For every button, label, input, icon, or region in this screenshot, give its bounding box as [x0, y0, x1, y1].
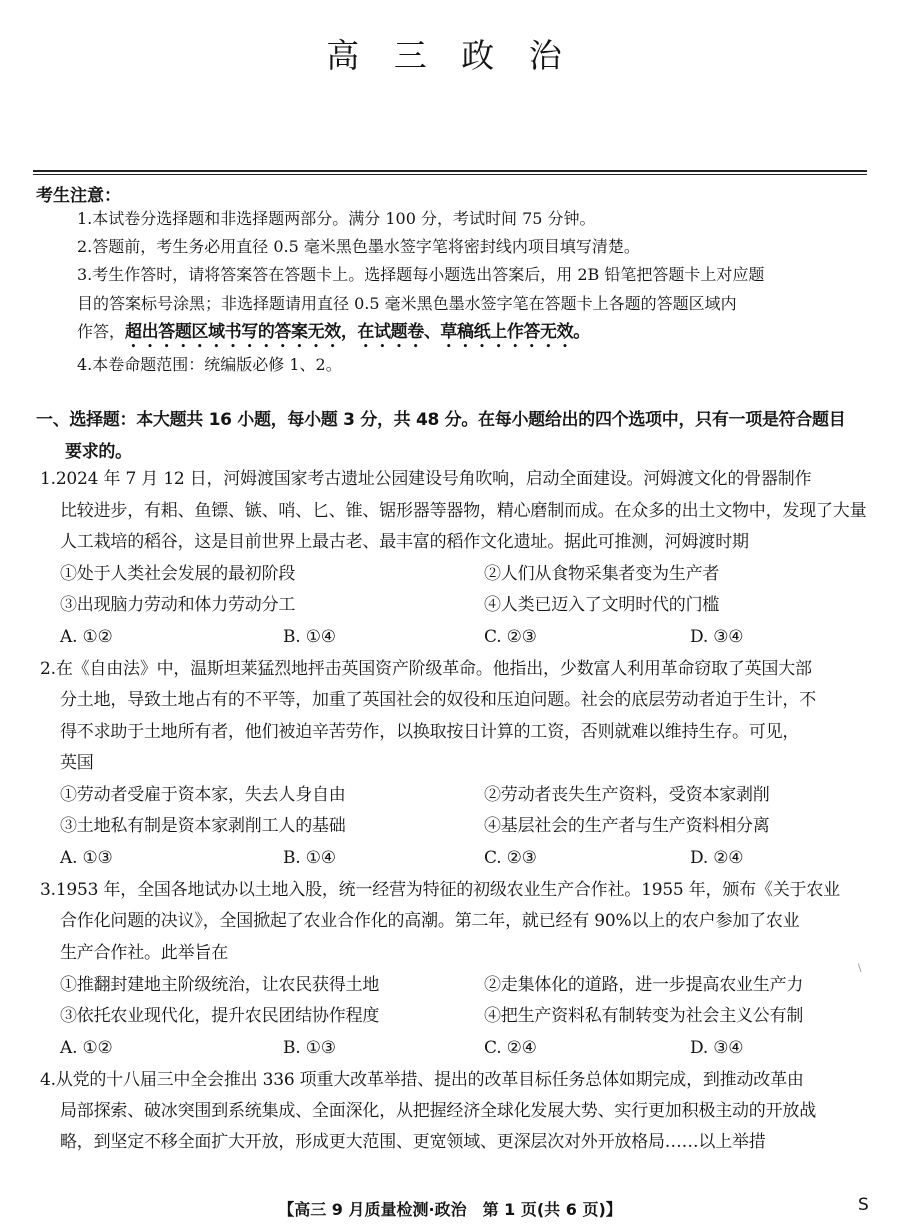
q2-choice-2: ②劳动者丧失生产资料，受资本家剥削: [484, 785, 770, 805]
notice-item-3-line-3: [77, 320, 877, 352]
q3-answer-a: A. ①②: [60, 1038, 113, 1058]
page-title: 高 三 政 治: [326, 36, 574, 75]
q1-stem-line-1: 1.2024 年 7 月 12 日，河姆渡国家考古遗址公园建设号角吹响，启动全面建设。河姆渡文化的骨器制作: [40, 469, 812, 489]
notice-item-4: 4.本卷命题范围：统编版必修 1、2。: [77, 355, 342, 374]
q1-answer-d: D. ③④: [690, 627, 744, 647]
q1-answer-b: B. ①④: [283, 627, 336, 647]
q1-answer-c: C. ②③: [484, 627, 537, 647]
notice-item-3-line-1: 3.考生作答时，请将答案答在答题卡上。选择题每小题选出答案后，用 2B 铅笔把答题卡上对应题: [77, 265, 765, 284]
q2-choice-1: ①劳动者受雇于资本家，失去人身自由: [60, 785, 346, 805]
q4-stem-line-2: 局部探索、破冰突围到系统集成、全面深化，从把握经济全球化发展大势、实行更加积极主动的开放战: [60, 1101, 816, 1121]
section-heading: [36, 404, 878, 468]
q3-stem-line-3: 生产合作社。此举旨在: [60, 943, 228, 963]
q2-stem-line-3: 得不求助于土地所有者，他们被迫辛苦劳作，以换取按日计算的工资，否则就难以维持生存。可见，: [60, 722, 800, 742]
q4-stem-line-3: 略，到坚定不移全面扩大开放，形成更大范围、更宽领域、更深层次对外开放格局……以上举措: [60, 1132, 766, 1152]
q3-answer-c: C. ②④: [484, 1038, 537, 1058]
q2-answer-c: C. ②③: [484, 848, 537, 868]
q3-answer-b: B. ①③: [283, 1038, 336, 1058]
scan-speck: \: [858, 963, 862, 974]
q3-choice-2: ②走集体化的道路，进一步提高农业生产力: [484, 975, 804, 995]
q2-stem-line-2: 分土地，导致土地占有的不平等，加重了英国社会的奴役和压迫问题。社会的底层劳动者迫于生计，不: [60, 690, 816, 710]
q2-choice-3: ③土地私有制是资本家剥削工人的基础: [60, 816, 346, 836]
q3-choice-1: ①推翻封建地主阶级统治，让农民获得土地: [60, 975, 380, 995]
q1-choice-3: ③出现脑力劳动和体力劳动分工: [60, 595, 296, 615]
q3-choice-4: ④把生产资料私有制转变为社会主义公有制: [484, 1006, 804, 1026]
notice-item-3-prefix: 作答，: [77, 322, 126, 341]
header-rule-thick: [33, 170, 867, 172]
q3-stem-line-1: 3.1953 年，全国各地试办以土地入股，统一经营为特征的初级农业生产合作社。1955 年，颁布《关于农业: [40, 880, 840, 900]
q2-stem-line-4: 英国: [60, 753, 94, 773]
section-heading-line-2: 要求的。: [65, 442, 132, 462]
notice-item-1: 1.本试卷分选择题和非选择题两部分。满分 100 分，考试时间 75 分钟。: [77, 209, 596, 228]
q2-choice-4: ④基层社会的生产者与生产资料相分离: [484, 816, 770, 836]
header-rule-thin: [33, 174, 867, 175]
q1-stem-line-2: 比较进步，有耜、鱼镖、镞、哨、匕、锥、锯形器等器物，精心磨制而成。在众多的出土文物中，发现了大量: [60, 501, 867, 521]
q3-choice-3: ③依托农业现代化，提升农民团结协作程度: [60, 1006, 380, 1026]
notice-heading: 考生注意：: [36, 186, 121, 206]
q2-answer-d: D. ②④: [690, 848, 744, 868]
section-heading-line-1: 一、选择题：本大题共 16 小题，每小题 3 分，共 48 分。在每小题给出的四个选项中，只有一项是符合题目: [36, 410, 846, 430]
notice-item-2: 2.答题前，考生务必用直径 0.5 毫米黑色墨水签字笔将密封线内项目填写清楚。: [77, 237, 640, 256]
q1-stem-line-3: 人工栽培的稻谷，这是目前世界上最古老、最丰富的稻作文化遗址。据此可推测，河姆渡时期: [60, 532, 749, 552]
q3-stem-line-2: 合作化问题的决议》，全国掀起了农业合作化的高潮。第二年，就已经有 90%以上的农户参加了农业: [60, 911, 800, 931]
paper-code: S: [858, 1195, 869, 1215]
q2-stem-line-1: 2.在《自由法》中，温斯坦莱猛烈地抨击英国资产阶级革命。他指出，少数富人利用革命窃取了英国大部: [40, 659, 812, 679]
page-footer: 【高三 9 月质量检测·政治 第 1 页(共 6 页)】: [278, 1200, 622, 1219]
q1-answer-a: A. ①②: [60, 627, 113, 647]
q1-choice-4: ④人类已迈入了文明时代的门槛: [484, 595, 720, 615]
q4-stem-line-1: 4.从党的十八届三中全会推出 336 项重大改革举措、提出的改革目标任务总体如期完成，到推动改革由: [40, 1070, 804, 1090]
q1-choice-2: ②人们从食物采集者变为生产者: [484, 564, 720, 584]
notice-emphasis-text: 超出答题区域书写的答案无效，在试题卷、草稿纸上作答无效。: [125, 322, 590, 342]
q3-answer-d: D. ③④: [690, 1038, 744, 1058]
notice-item-3-line-2: 目的答案标号涂黑；非选择题请用直径 0.5 毫米黑色墨水签字笔在答题卡上各题的答题区域内: [77, 294, 737, 313]
q1-choice-1: ①处于人类社会发展的最初阶段: [60, 564, 296, 584]
q2-answer-b: B. ①④: [283, 848, 336, 868]
q2-answer-a: A. ①③: [60, 848, 113, 868]
